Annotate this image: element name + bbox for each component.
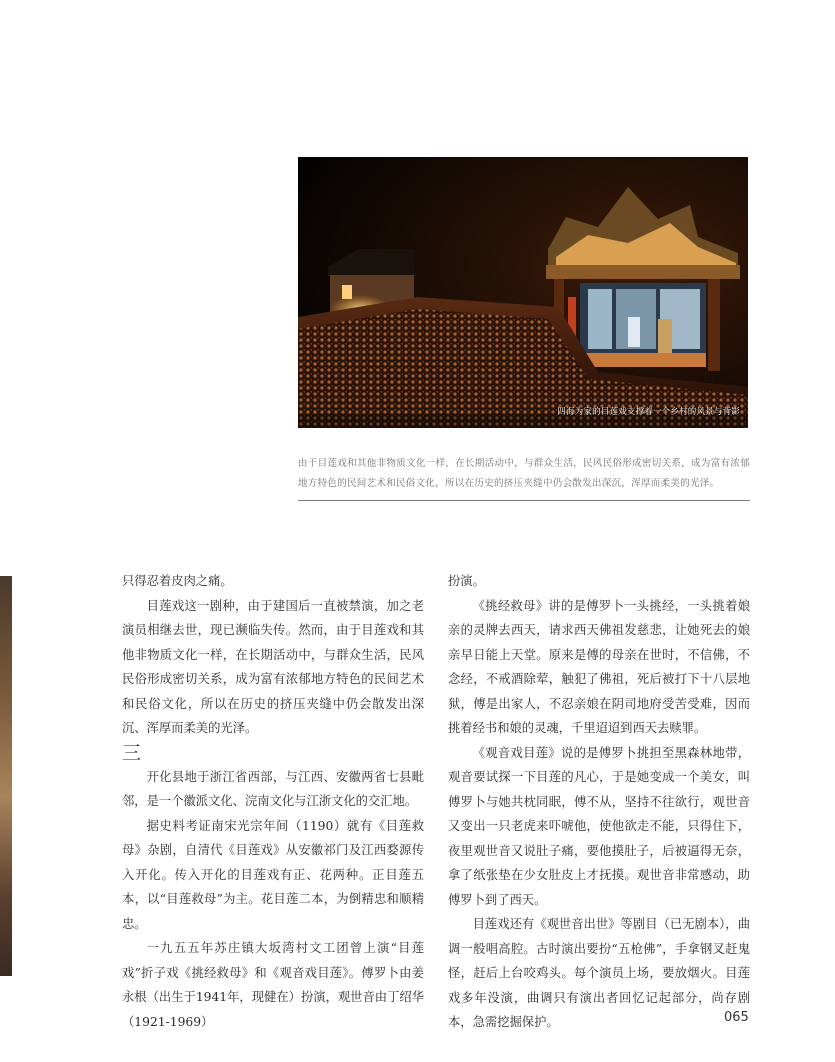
left-paragraph-1: 只得忍着皮肉之痛。 (122, 574, 233, 588)
left-paragraph-3: 开化县地于浙江省西部，与江西、安徽两省七县毗邻，是一个徽派文化、浣南文化与江浙文化的交汇地。 (122, 769, 424, 808)
adjacent-page-photo-strip (0, 576, 12, 976)
section-heading: 三 (122, 741, 142, 764)
right-text-column (448, 569, 750, 1035)
right-paragraph-2: 《挑经救母》讲的是傅罗卜一头挑经，一头挑着娘亲的灵牌去西天，请求西天佛祖发慈悲，让她死去的娘亲早日能上天堂。原来是傅的母亲在世时，不信佛，不念经，不戒酒除荤，触犯了佛祖，死后被打下十八层地狱，傅是出家人，不忍亲娘在阴司地府受苦受难，因而挑着经书和娘的灵魂，千里迢迢到西天去赎罪。 (448, 598, 750, 735)
right-paragraph-3: 《观音戏目莲》说的是傅罗卜挑担至黑森林地带，观音要试探一下目莲的凡心，于是她变成一个美女，叫傅罗卜与她共枕同眠，傅不从，坚持不往欲行，观世音又变出一只老虎来吓唬他，使他欲走不能，只得住下，夜里观世音又说肚子痛，要他摸肚子，后被逼得无奈，拿了纸张垫在少女肚皮上才抚摸。观世音非常感动，助傅罗卜到了西天。 (448, 745, 750, 907)
page-number: 065 (724, 1010, 749, 1025)
left-paragraph-2: 目莲戏这一剧种，由于建国后一直被禁演，加之老演员相继去世，现已濒临失传。然而，由于目莲戏和其他非物质文化一样，在长期活动中，与群众生活，民风民俗形成密切关系，成为富有浓郁地方特色的民间艺术和民俗文化，所以在历史的挤压夹缝中仍会散发出深沉、浑厚而柔美的光泽。 (122, 598, 424, 735)
photo-illustration (298, 157, 748, 428)
right-paragraph-1: 扮演。 (448, 574, 485, 588)
right-paragraph-4: 目莲戏还有《观世音出世》等剧目（已无剧本），曲调一般唱高腔。古时演出要扮“五枪佛”，手拿钢叉赶鬼怪，赶后上台咬鸡头。每个演员上场，要放烟火。目莲戏多年没演，曲调只有演出者回忆记起部分，尚存剧本，急需挖掘保护。 (448, 917, 750, 1029)
left-text-column (122, 569, 424, 1034)
photo-caption-paragraph: 由于目莲戏和其他非物质文化一样，在长期活动中，与群众生活，民风民俗形成密切关系，成为富有浓郁地方特色的民间艺术和民俗文化，所以在历史的挤压夹缝中仍会散发出深沉，浑厚而柔美的光泽。 (298, 454, 750, 501)
photo-caption: 四海为家的目莲戏支撑着一个乡村的风景与背影 (557, 407, 740, 417)
night-opera-stage-photo (298, 157, 748, 428)
left-paragraph-5: 一九五五年苏庄镇大坂湾村文工团曾上演“目莲戏”折子戏《挑经救母》和《观音戏目莲》。傅罗卜由姜永根（出生于1941年，现健在）扮演，观世音由丁绍华（1921-1969） (122, 941, 424, 1029)
left-paragraph-4: 据史料考证南宋光宗年间（1190）就有《目莲救母》杂剧，自清代《目莲戏》从安徽祁门及江西婺源传入开化。传入开化的目莲戏有正、花两种。正目莲五本，以“目莲救母”为主。花目莲二本，为倒精忠和顺精忠。 (122, 818, 424, 931)
